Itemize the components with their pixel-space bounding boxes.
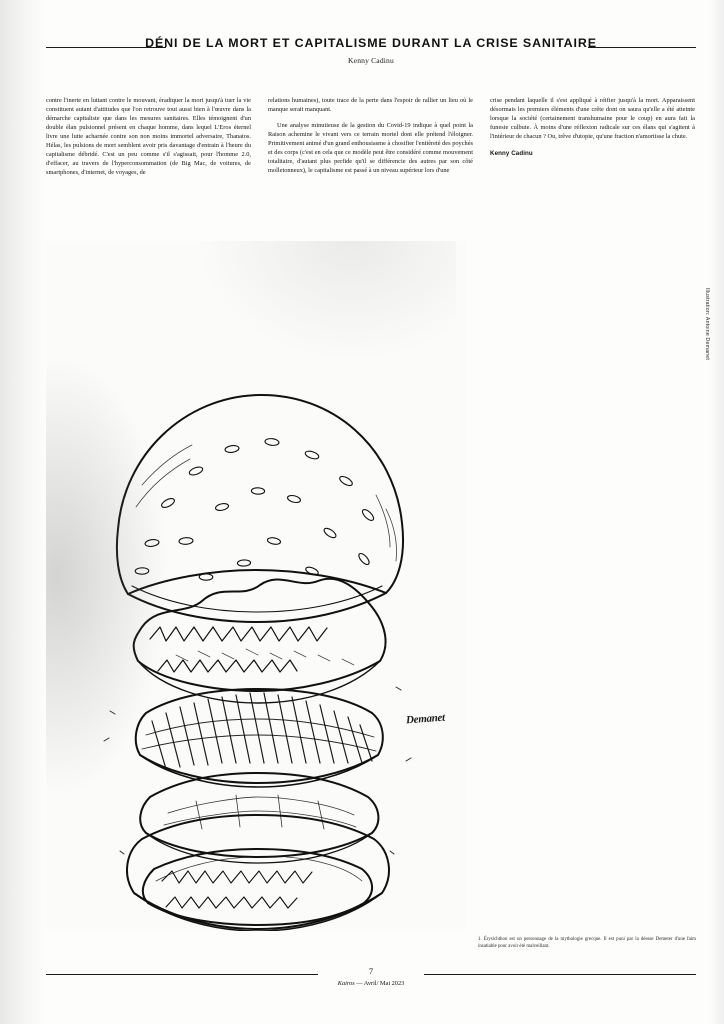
column-3 [490,96,695,177]
page-header [46,36,696,76]
footnote-text: Érysichthon est un personnage de la mythologie grecque. Il est puni par la déesse Demeter d'une faim insatiable pour avoir été malveillant. [478,937,696,950]
paragraph: Une analyse minutieuse de la gestion du Covid-19 indique à quel point la Raison achemine le vivant vers ce terrain mortel dont elle prétend l'éloigner. Primitivement animé d'un grand enthousiasme à chosifier l'entièreté des poychés et des corps (c'est en cela que ce modèle peut être considéré comme mouvement totalitaire, d'autant plus perfide qu'il se différencie des autres par son côté molletonneux), le capitalisme est passé à un niveau supérieur lors d'une [268,121,473,174]
paragraph: contre l'inerte en luttant contre le mouvant, éradiquer la mort jusqu'à tuer la vie constituent autant d'attitudes que l'on retrouve tout aussi bien à l'œuvre dans la démarche capitaliste que dans les mesures sanitaires. Elles témoignent d'un double élan pulsionnel présent en chaque homme, dans lequel L'Eros éternel livre une lutte acharnée contre son non moins immortel adversaire, Thanatos. Hélas, les pulsions de mort semblent avoir pris davantage d'entrain à l'heure du capitalisme débridé. C'est un peu comme s'il s'agissait, pour l'homme 2.0, d'effacer, au travers de l'hyperconsommation (de Big Mac, de voitures, de smartphones, d'internet, de voyages, de [46,97,251,176]
column-1 [46,96,251,177]
hamburger-drawing-svg [46,241,466,931]
article-byline: Kenny Cadinu [348,56,394,65]
paragraph: relations humaines), toute trace de la perte dans l'espoir de rallier un lieu où le manque serait manquant. [268,97,473,113]
article-columns [46,96,696,177]
illustration-hamburger [46,241,466,931]
column-2 [268,96,473,177]
illustration-credit: Illustration: Antoine Demanet [704,287,710,360]
footer-meta [46,980,696,987]
publication-name: Kairos [337,980,355,987]
paragraph: crise pendant laquelle il s'est appliqué à réifier jusqu'à la mort. Apparaissent désormais les premiers éléments d'une crête dont on saura qu'elle a été atteinte lorsque la société (certainement transhumaine pour le coup) en aura fait la funeste culbute. À moins d'une réflexion radicale sur ces élans qui s'agitent à l'intérieur de chacun ? Ou, trêve d'utopie, qu'une fraction n'amortisse la chute. [490,97,695,140]
footnote [478,936,696,951]
footnote-number: 1. [478,937,482,942]
author-signature: Kenny Cadinu [490,150,533,157]
issue-date: Avril/ Mai 2023 [363,980,405,987]
page-title: DÉNI DE LA MORT ET CAPITALISME DURANT LA CRISE SANITAIRE [145,36,597,50]
artist-signature: Demanet [405,711,446,727]
footer-separator: — [356,980,363,987]
page-footer [46,966,696,996]
page-number: 7 [368,966,374,976]
